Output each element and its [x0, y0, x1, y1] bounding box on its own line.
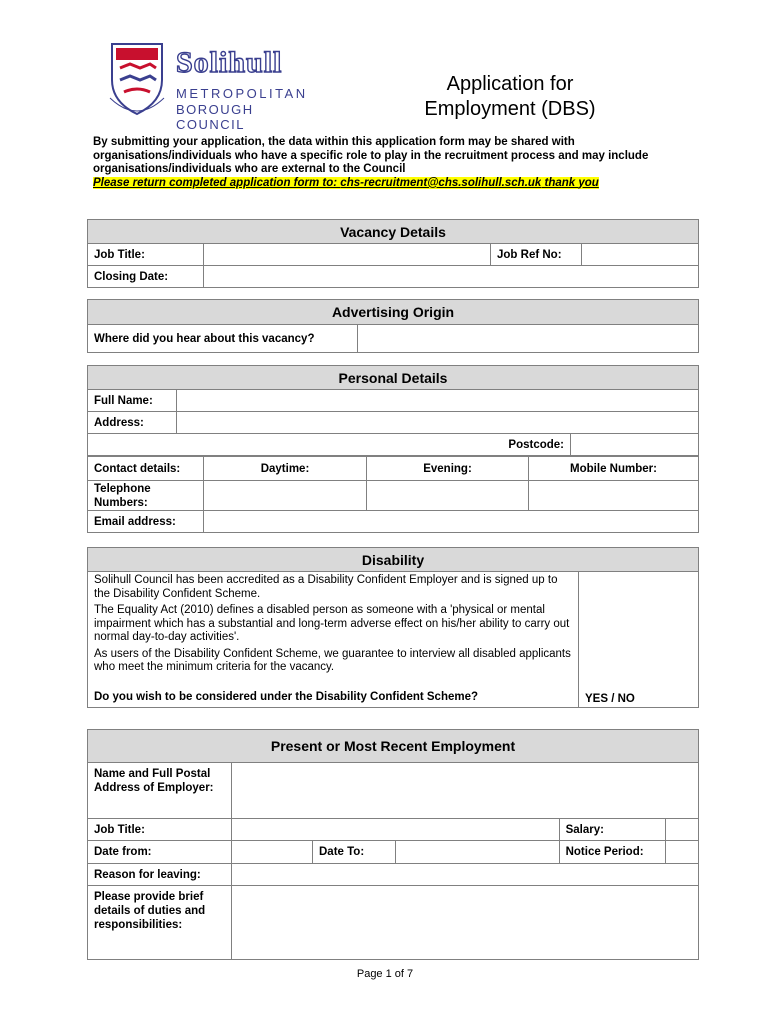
return-prefix: Please return completed application form to: — [93, 176, 341, 189]
disability-question: Do you wish to be considered under the Disability Confident Scheme? — [94, 690, 479, 703]
employment-table — [87, 729, 699, 960]
advertising-question: Where did you hear about this vacancy? — [88, 325, 358, 353]
return-email-link[interactable]: chs-recruitment@chs.solihull.sch.uk — [340, 176, 542, 189]
evening-field[interactable] — [367, 481, 529, 511]
logo-line1: METROPOLITAN — [176, 86, 308, 101]
postcode-field[interactable] — [571, 434, 699, 456]
address-label: Address: — [88, 412, 177, 434]
disability-paragraph-3: As users of the Disability Confident Scheme, we guarantee to interview all disabled applicants who meet the minimum criteria for the vacancy. — [94, 647, 571, 673]
disability-statement — [88, 572, 579, 708]
job-title-field[interactable] — [204, 244, 491, 266]
evening-label: Evening: — [367, 457, 529, 481]
advertising-answer-field[interactable] — [358, 325, 699, 353]
date-to-label: Date To: — [313, 841, 396, 863]
employment-header: Present or Most Recent Employment — [88, 730, 699, 763]
full-name-label: Full Name: — [88, 390, 177, 412]
mobile-field[interactable] — [529, 481, 699, 511]
advertising-header: Advertising Origin — [88, 300, 699, 325]
postcode-label: Postcode: — [508, 438, 564, 451]
vacancy-details-table — [87, 219, 699, 288]
vacancy-header: Vacancy Details — [88, 220, 699, 244]
contact-details-label: Contact details: — [88, 457, 204, 481]
daytime-label: Daytime: — [204, 457, 367, 481]
date-to-field[interactable] — [396, 841, 559, 863]
disability-paragraph-1: Solihull Council has been accredited as a Disability Confident Employer and is signed up to the Disability Confident Scheme. — [94, 574, 558, 600]
contact-details-table — [87, 456, 699, 533]
disability-answer: YES / NO — [585, 693, 635, 705]
employer-label: Name and Full Postal Address of Employer: — [88, 763, 232, 819]
disability-header: Disability — [88, 548, 699, 572]
closing-date-label: Closing Date: — [88, 266, 204, 288]
daytime-field[interactable] — [204, 481, 367, 511]
email-label: Email address: — [88, 511, 204, 533]
logo-line2: BOROUGH COUNCIL — [176, 102, 254, 132]
emp-job-title-label: Job Title: — [88, 819, 232, 841]
intro-text — [93, 136, 653, 190]
postcode-label-cell — [88, 434, 571, 456]
closing-date-field[interactable] — [204, 266, 699, 288]
return-suffix: thank you — [541, 176, 599, 189]
page-number: Page 1 of 7 — [356, 968, 414, 980]
personal-header: Personal Details — [88, 366, 699, 390]
personal-details-table — [87, 365, 699, 456]
notice-field[interactable] — [665, 841, 698, 864]
job-ref-label: Job Ref No: — [491, 244, 582, 266]
reason-label: Reason for leaving: — [88, 864, 232, 886]
date-from-label: Date from: — [88, 841, 232, 864]
salary-label: Salary: — [559, 819, 665, 841]
salary-field[interactable] — [665, 819, 698, 841]
title-line1: Application for — [446, 73, 574, 95]
intro-paragraph: By submitting your application, the data within this application form may be shared with organisations/individuals who have a specific role to play in the recruitment process and may include organisations/individuals who are external to the Council — [93, 136, 649, 175]
date-to-cell — [313, 841, 560, 864]
notice-label: Notice Period: — [559, 841, 665, 864]
duties-field[interactable] — [232, 886, 699, 960]
date-from-field[interactable] — [232, 841, 313, 864]
emp-job-title-field[interactable] — [232, 819, 560, 841]
document-title — [380, 72, 640, 122]
advertising-origin-table — [87, 299, 699, 353]
disability-answer-cell[interactable] — [579, 572, 699, 708]
logo-brand: Solihull — [176, 46, 283, 79]
disability-table — [87, 547, 699, 708]
duties-label: Please provide brief details of duties and responsibilities: — [88, 886, 232, 960]
mobile-label: Mobile Number: — [529, 457, 699, 481]
disability-paragraph-2: The Equality Act (2010) defines a disabled person as someone with a 'physical or mental impairment which has a substantial and long-term adverse effect on his/her ability to carry out normal day-to-day activities'. — [94, 604, 570, 643]
council-crest-icon — [106, 40, 168, 120]
return-instructions — [93, 177, 653, 191]
employer-field[interactable] — [232, 763, 699, 819]
job-ref-field[interactable] — [582, 244, 699, 266]
council-logo — [106, 40, 326, 132]
full-name-field[interactable] — [177, 390, 699, 412]
telephone-label: Telephone Numbers: — [88, 481, 204, 511]
job-title-label: Job Title: — [88, 244, 204, 266]
email-field[interactable] — [204, 511, 699, 533]
address-field[interactable] — [177, 412, 699, 434]
title-line2: Employment (DBS) — [424, 98, 596, 120]
reason-field[interactable] — [232, 864, 699, 886]
